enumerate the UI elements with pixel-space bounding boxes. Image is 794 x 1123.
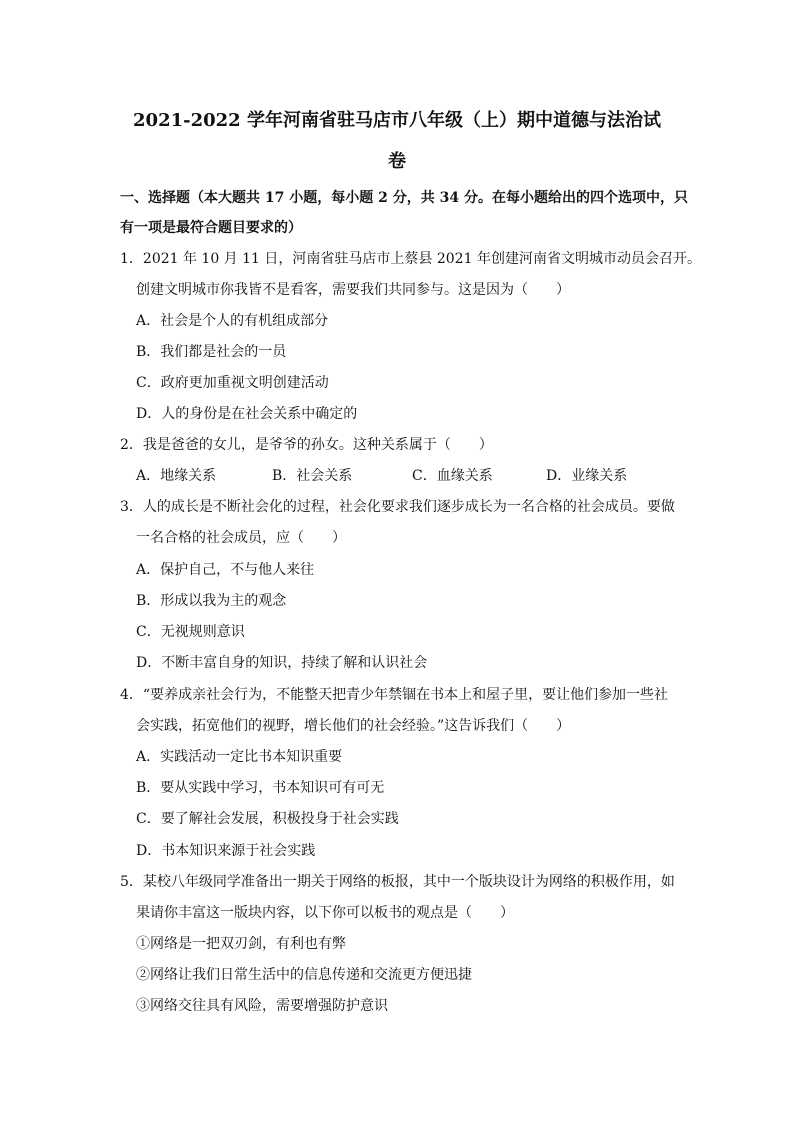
q3-stem-line-1: 3．人的成长是不断社会化的过程，社会化要求我们逐步成长为一名合格的社会成员。要做 — [120, 499, 675, 515]
q2-option-c: C．血缘关系 — [412, 468, 493, 484]
q5-statement-3: ③网络交往具有风险，需要增强防护意识 — [136, 998, 388, 1014]
q3-option-d: D．不断丰富自身的知识，持续了解和认识社会 — [136, 655, 428, 671]
q1-option-b: B．我们都是社会的一员 — [136, 344, 287, 360]
q5-stem-line-2: 果请你丰富这一版块内容，以下你可以板书的观点是（ ） — [136, 905, 514, 921]
q5-stem-line-1: 5．某校八年级同学准备出一期关于网络的板报，其中一个版块设计为网络的积极作用，如 — [120, 874, 675, 890]
q1-stem-line-2: 创建文明城市你我皆不是看客，需要我们共同参与。这是因为（ ） — [136, 282, 570, 298]
q4-stem-line-2: 会实践，拓宽他们的视野，增长他们的社会经验。”这告诉我们（ ） — [136, 718, 571, 734]
page-title-line-2: 卷 — [388, 151, 406, 172]
section-heading-line-2: 有一项是最符合题目要求的） — [120, 220, 302, 236]
q4-option-d: D．书本知识来源于社会实践 — [136, 843, 316, 859]
q3-option-c: C．无视规则意识 — [136, 624, 245, 640]
q5-statement-2: ②网络让我们日常生活中的信息传递和交流更方便迅捷 — [136, 967, 472, 983]
q4-option-c: C．要了解社会发展，积极投身于社会实践 — [136, 811, 399, 827]
q3-option-b: B．形成以我为主的观念 — [136, 593, 287, 609]
q4-stem-line-1: 4．“要养成亲社会行为，不能整天把青少年禁锢在书本上和屋子里，要让他们参加一些社 — [120, 687, 669, 703]
q5-statement-1: ①网络是一把双刃剑，有利也有弊 — [136, 936, 346, 952]
q4-option-a: A．实践活动一定比书本知识重要 — [136, 749, 343, 765]
q4-option-b: B．要从实践中学习，书本知识可有可无 — [136, 780, 385, 796]
q2-option-a: A．地缘关系 — [136, 468, 217, 484]
q1-option-d: D．人的身份是在社会关系中确定的 — [136, 406, 358, 422]
q3-stem-line-2: 一名合格的社会成员，应（ ） — [136, 530, 346, 546]
q1-stem-line-1: 1．2021 年 10 月 11 日，河南省驻马店市上蔡县 2021 年创建河南省文明城市动员会召开。 — [120, 251, 701, 267]
q2-stem-line-1: 2．我是爸爸的女儿，是爷爷的孙女。这种关系属于（ ） — [120, 437, 493, 453]
q2-option-d: D．业缘关系 — [546, 468, 628, 484]
q3-option-a: A．保护自己，不与他人来往 — [136, 562, 315, 578]
q1-option-a: A．社会是个人的有机组成部分 — [136, 313, 329, 329]
page-title-line-1: 2021-2022 学年河南省驻马店市八年级（上）期中道德与法治试 — [133, 110, 661, 131]
q1-option-c: C．政府更加重视文明创建活动 — [136, 375, 329, 391]
section-heading-line-1: 一、选择题（本大题共 17 小题，每小题 2 分，共 34 分。在每小题给出的四个选项中，只 — [120, 190, 688, 206]
q2-option-b: B．社会关系 — [272, 468, 353, 484]
